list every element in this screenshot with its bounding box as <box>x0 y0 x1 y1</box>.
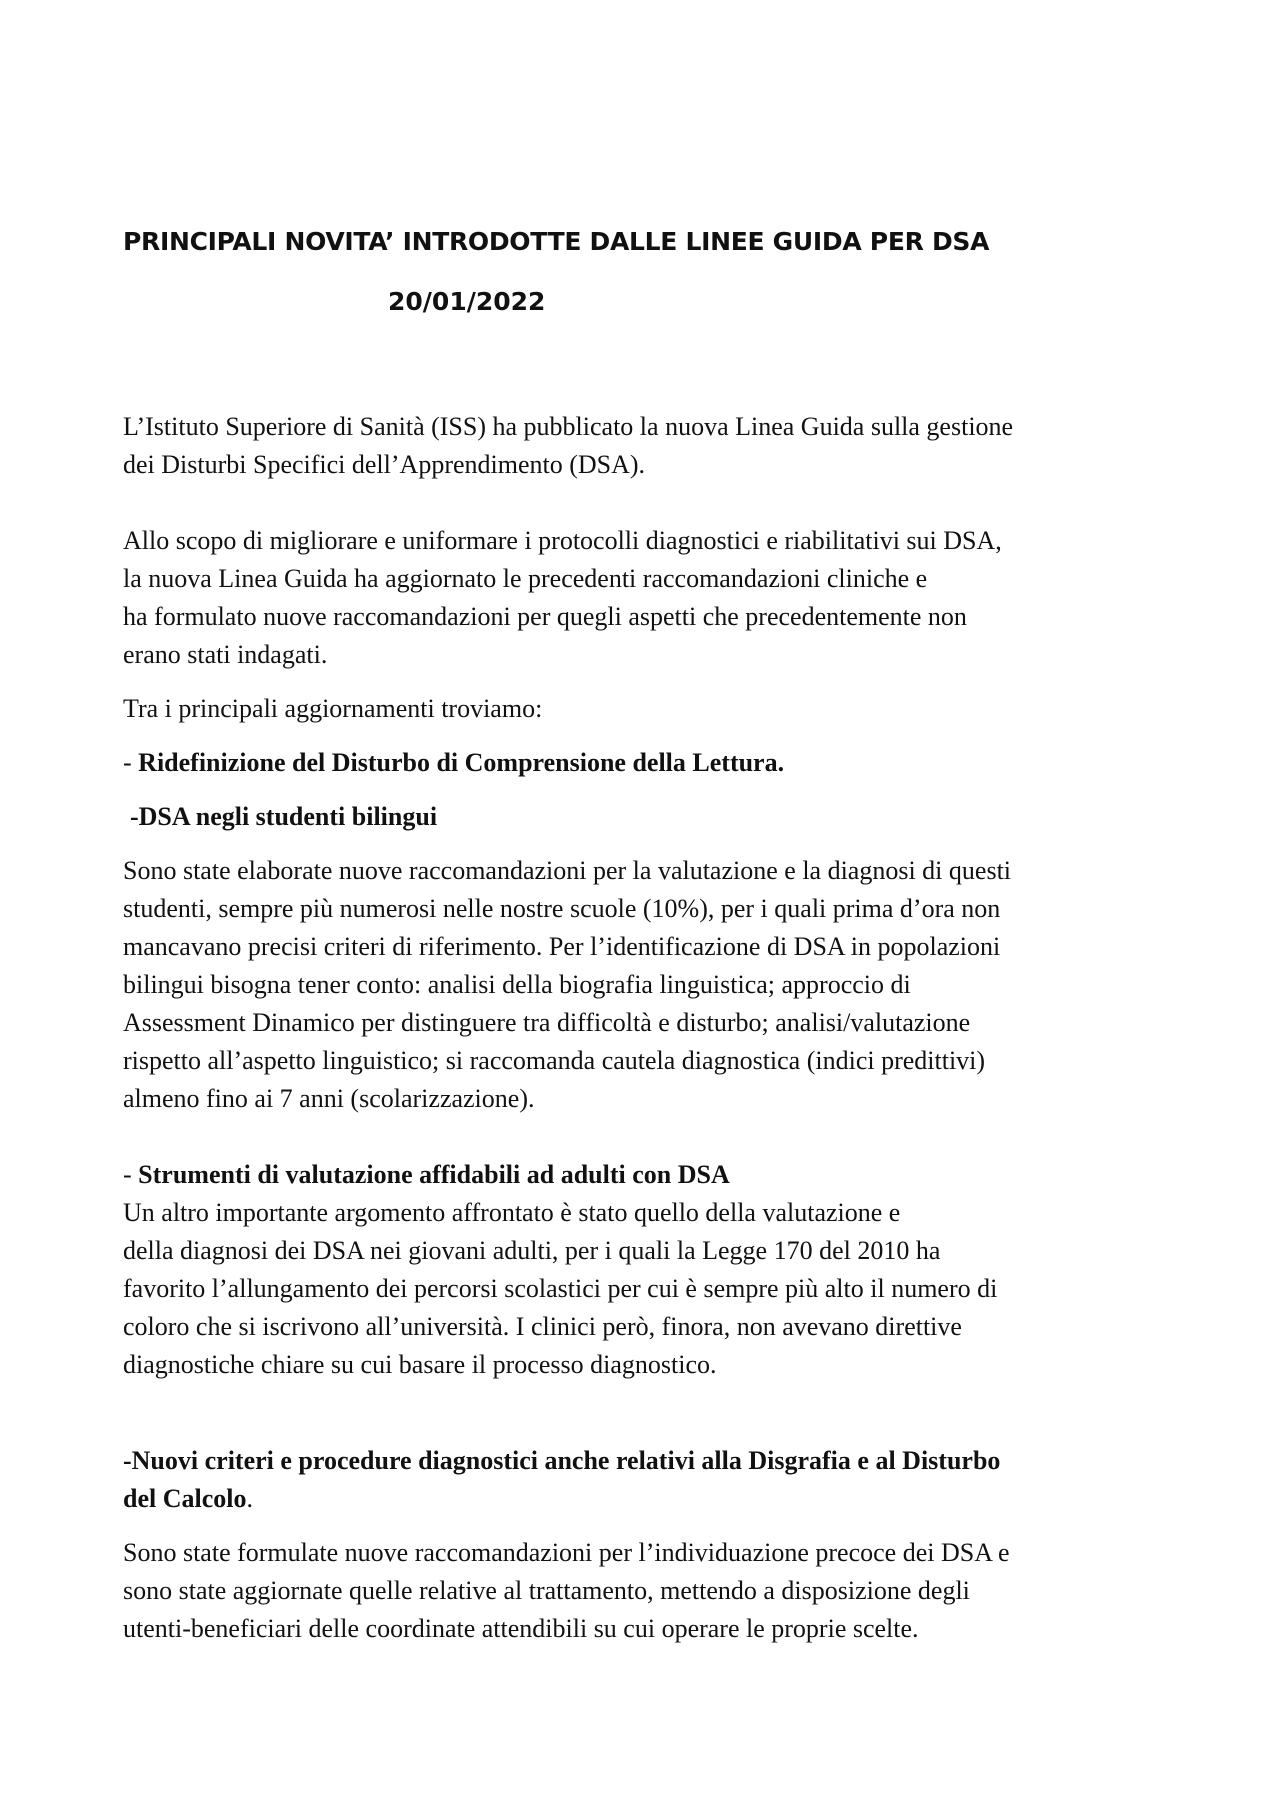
text-line: ha formulato nuove raccomandazioni per quegli aspetti che precedentemente non <box>123 602 967 631</box>
text-line: la nuova Linea Guida ha aggiornato le precedenti raccomandazioni cliniche e <box>123 564 928 593</box>
item-criteria-paragraph <box>123 1534 1183 1648</box>
text-line: Un altro importante argomento affrontato è stato quello della valutazione e <box>123 1198 901 1227</box>
text-line: dei Disturbi Specifici dell’Apprendimento (DSA). <box>123 450 646 479</box>
text-line: coloro che si iscrivono all’università. I clinici però, finora, non avevano direttive <box>123 1312 962 1341</box>
text-line: Sono state elaborate nuove raccomandazioni per la valutazione e la diagnosi di questi <box>123 856 1012 885</box>
item-prefix: - <box>123 1160 139 1189</box>
text-line: diagnostiche chiare su cui basare il processo diagnostico. <box>123 1350 717 1379</box>
text-line: almeno fino ai 7 anni (scolarizzazione). <box>123 1084 535 1113</box>
item-adults-paragraph <box>123 1156 1183 1384</box>
item-heading: -Nuovi criteri e procedure diagnostici anche relativi alla Disgrafia e al Disturbo <box>123 1446 1001 1475</box>
text-line: Allo scopo di migliorare e uniformare i protocolli diagnostici e riabilitativi sui DSA, <box>123 526 1002 555</box>
text-line: utenti-beneficiari delle coordinate attendibili su cui operare le proprie scelte. <box>123 1614 919 1643</box>
item-reading-comprehension <box>123 744 1183 782</box>
item-criteria-heading <box>123 1442 1183 1518</box>
updates-intro: Tra i principali aggiornamenti troviamo: <box>123 694 543 723</box>
text-line: della diagnosi dei DSA nei giovani adulti, per i quali la Legge 170 del 2010 ha <box>123 1236 941 1265</box>
text-line: mancavano precisi criteri di riferimento. Per l’identificazione di DSA in popolazioni <box>123 932 1001 961</box>
item-bilingual-paragraph <box>123 852 1183 1118</box>
intro-paragraph <box>123 408 1183 484</box>
item-prefix: - <box>123 748 139 777</box>
item-heading: Strumenti di valutazione affidabili ad adulti con DSA <box>138 1160 730 1189</box>
text-line: studenti, sempre più numerosi nelle nostre scuole (10%), per i quali prima d’ora non <box>123 894 1001 923</box>
document-content <box>123 222 1183 1648</box>
item-bilingual-heading: -DSA negli studenti bilingui <box>130 802 438 831</box>
text-line: erano stati indagati. <box>123 640 328 669</box>
text-line: L’Istituto Superiore di Sanità (ISS) ha pubblicato la nuova Linea Guida sulla gestione <box>123 412 1014 441</box>
item-heading-end: . <box>246 1484 253 1513</box>
item-heading: Ridefinizione del Disturbo di Comprensione della Lettura. <box>138 748 785 777</box>
text-line: rispetto all’aspetto linguistico; si raccomanda cautela diagnostica (indici predittivi) <box>123 1046 986 1075</box>
purpose-paragraph <box>123 522 1183 674</box>
text-line: favorito l’allungamento dei percorsi scolastici per cui è sempre più alto il numero di <box>123 1274 998 1303</box>
document-title: PRINCIPALI NOVITA’ INTRODOTTE DALLE LINEE GUIDA PER DSA <box>123 227 990 256</box>
item-heading: del Calcolo <box>123 1484 247 1513</box>
text-line: bilingui bisogna tener conto: analisi della biografia linguistica; approccio di <box>123 970 911 999</box>
text-line: Assessment Dinamico per distinguere tra difficoltà e disturbo; analisi/valutazione <box>123 1008 971 1037</box>
text-line: sono state aggiornate quelle relative al trattamento, mettendo a disposizione degli <box>123 1576 970 1605</box>
document-date: 20/01/2022 <box>388 287 546 316</box>
text-line: Sono state formulate nuove raccomandazioni per l’individuazione precoce dei DSA e <box>123 1538 1010 1567</box>
